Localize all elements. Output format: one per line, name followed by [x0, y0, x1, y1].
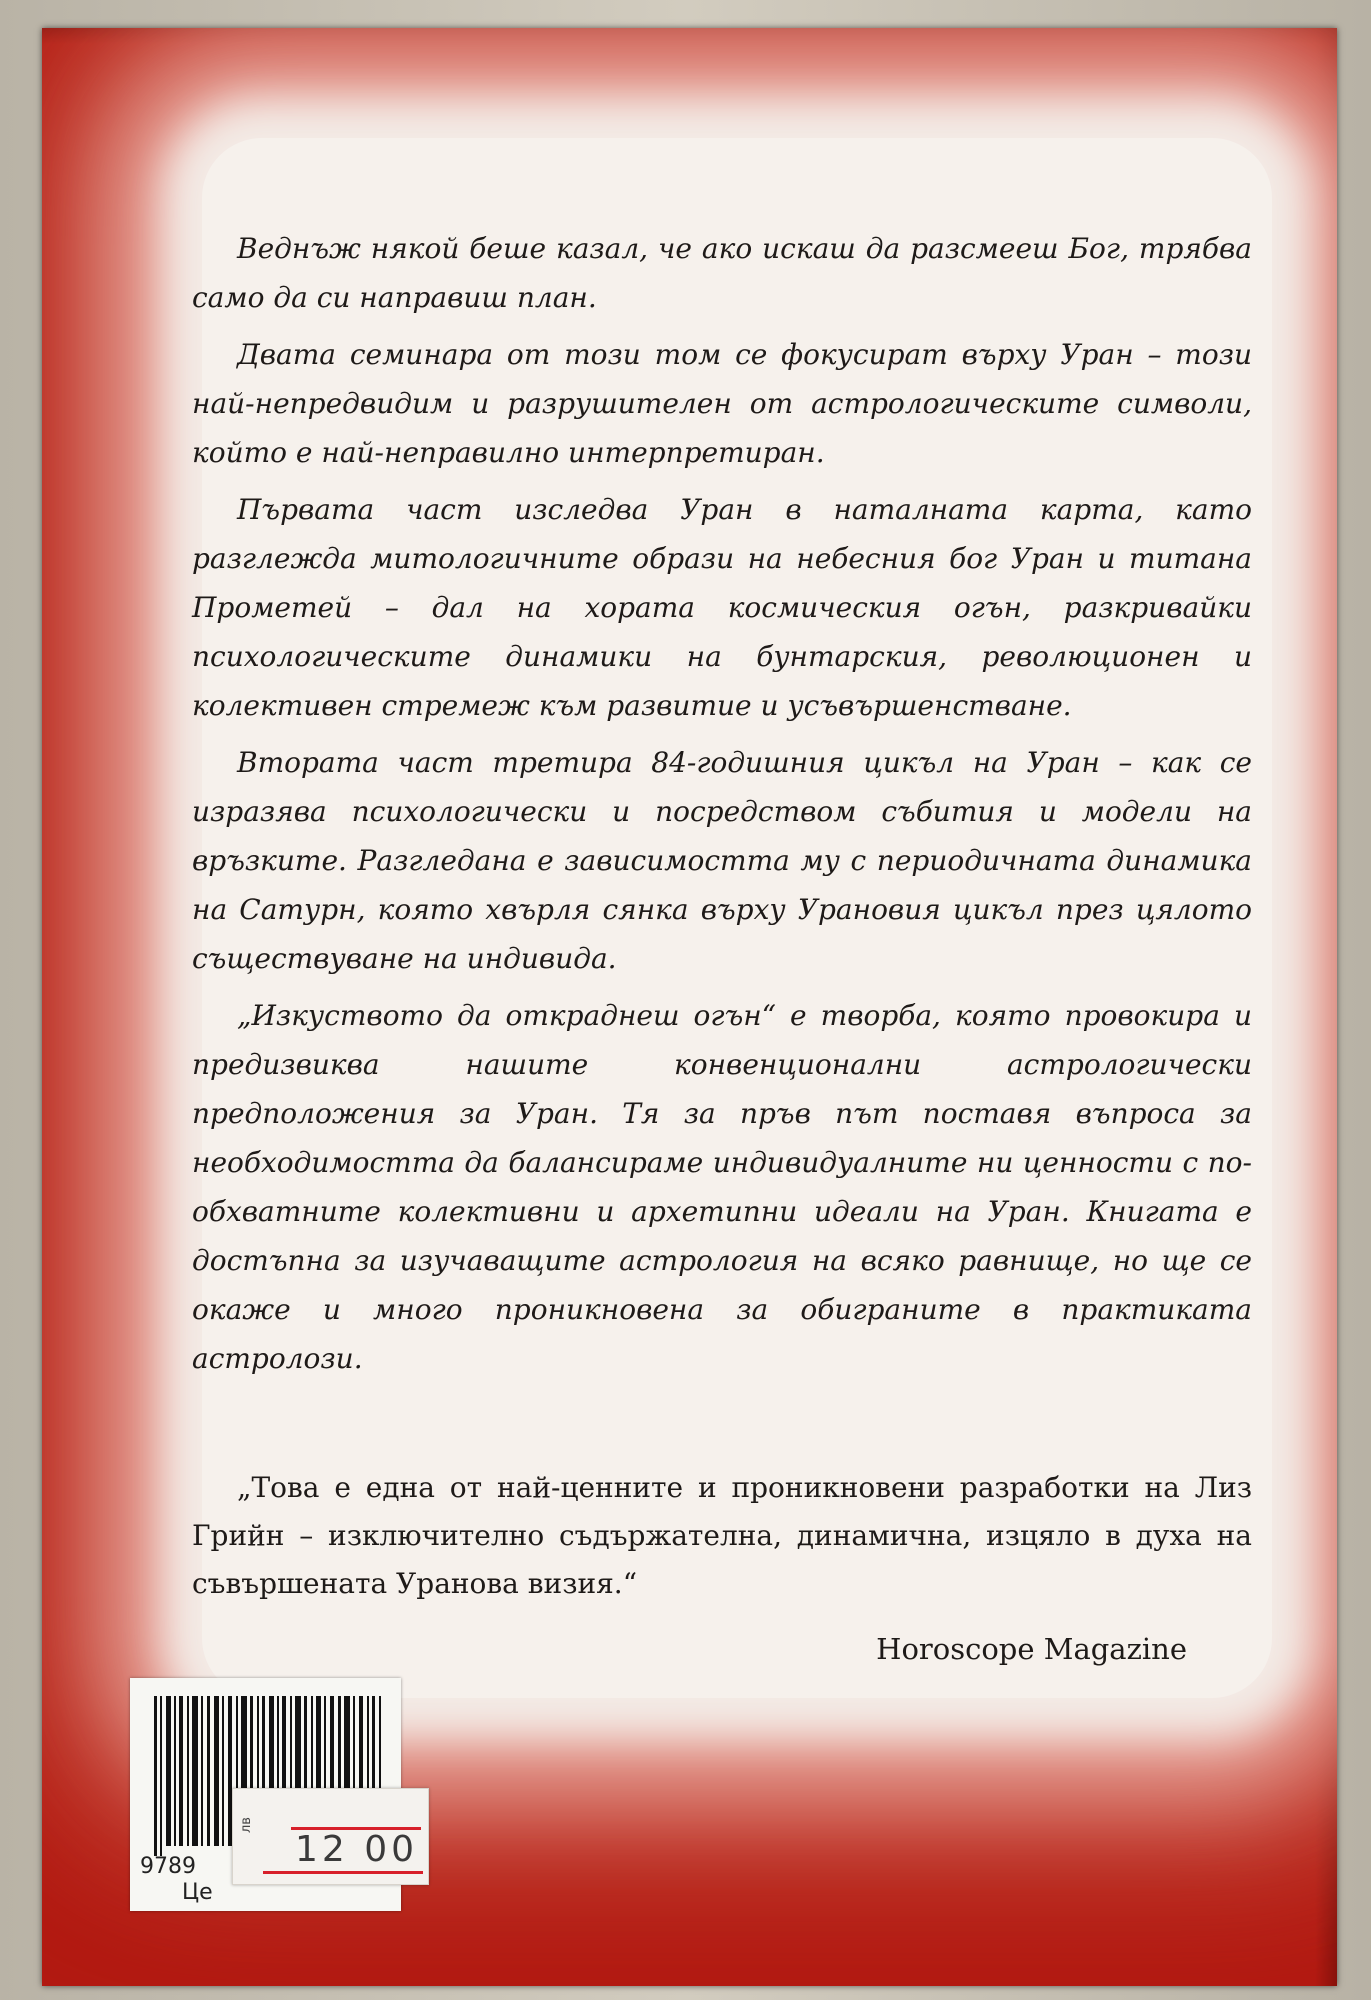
blurb-paragraph: Първата част изследва Уран в наталната карта, като разглежда митологичните образи на небесния бог Уран и титана Прометей – дал на хората космическия огън, разкривайки психологическите динамики на бунтарския, революционен и колективен стремеж към развитие и усъвършенстване.	[192, 493, 1252, 722]
blurb-paragraph: Веднъж някой беше казал, че ако искаш да разсмееш Бог, трябва само да си направиш план.	[192, 232, 1252, 314]
cover-top-edge	[42, 28, 1337, 44]
quote-source: Horoscope Magazine	[876, 1632, 1187, 1666]
review-quote: „Това е една от най-ценните и проникновени разработки на Лиз Грийн – изключително съдържателна, динамична, изцяло в духа на съвършената Уранова визия.“	[192, 1471, 1252, 1600]
blurb-paragraph: Двата семинара от този том се фокусират върху Уран – този най-непредвидим и разрушителен от астрологическите символи, който е най-неправилно интерпретиран.	[192, 338, 1252, 469]
isbn-digits: 9789	[140, 1854, 196, 1879]
currency-mark: лв	[239, 1817, 254, 1833]
blurb-paragraph: Втората част третира 84-годишния цикъл на Уран – как се изразява психологически и посредством събития и модели на връзките. Разгледана е зависимостта му с периодичната динамика на Сатурн, която хвърля сянка върху Урановия цикъл през цялото съществуване на индивида.	[192, 746, 1252, 975]
cover-right-edge	[1315, 28, 1337, 1986]
blurb-paragraph: „Изкуството да откраднеш огън“ е творба, която провокира и предизвиква нашите конвенционални астрологически предположения за Уран. Тя за пръв път поставя въпроса за необходимостта да балансираме индивидуалните ни ценности с по-обхватните колективни и архетипни идеали на Уран. Книгата е достъпна за изучаващите астрология на всяко равнище, но ще се окаже и много проникновена за обиграните в практиката астролози.	[192, 999, 1252, 1375]
price-value: 12 00	[295, 1829, 419, 1870]
price-label-text: Це	[182, 1880, 213, 1905]
blurb-text	[192, 224, 1252, 1391]
price-sticker	[232, 1788, 429, 1885]
book-back-cover	[42, 28, 1337, 1986]
price-underline-bottom	[263, 1871, 423, 1874]
